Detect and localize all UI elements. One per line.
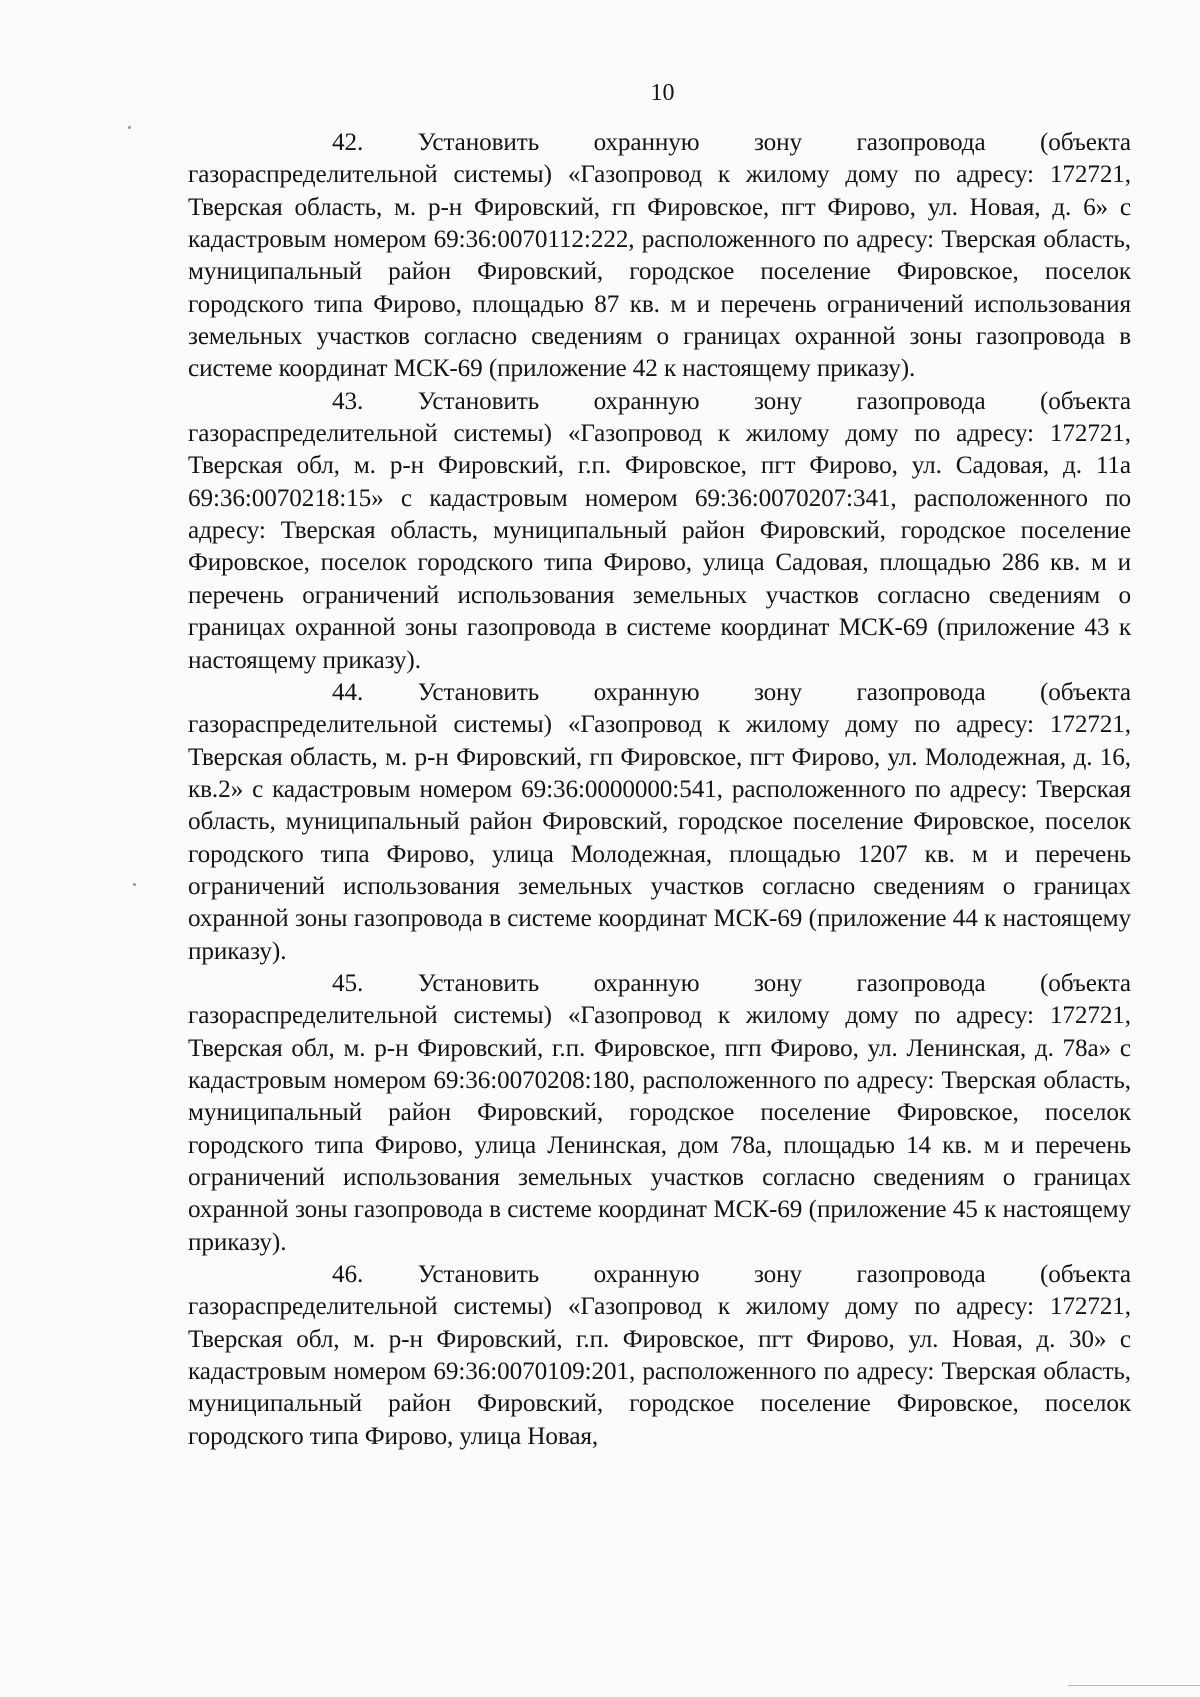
numbered-paragraph: [188, 677, 1131, 968]
paragraph-text: Установить охранную зону газопровода (объекта газораспределительной системы) «Газопровод к жилому дому по адресу: 172721, Тверская обл, м. р-н Фировский, г.п. Фировское, пгп Фирово, ул. Ленинская, д. 78а» с кадастровым номером 69:36:0070208:180, расположенного по адресу: Тверская область, муниципальный район Фировский, городское поселение Фировское, поселок городского типа Фирово, улица Ленинская, дом 78а, площадью 14 кв. м и перечень ограничений использования земельных участков согласно сведениям о границах охранной зоны газопровода в системе координат МСК-69 (приложение 45 к настоящему приказу).: [188, 969, 1131, 1256]
paragraph-text: Установить охранную зону газопровода (объекта газораспределительной системы) «Газопровод к жилому дому по адресу: 172721, Тверская область, м. р-н Фировский, гп Фировское, пгт Фирово, ул. Молодежная, д. 16, кв.2» с кадастровым номером 69:36:0000000:541, расположенного по адресу: Тверская область, муниципальный район Фировский, городское поселение Фировское, поселок городского типа Фирово, улица Молодежная, площадью 1207 кв. м и перечень ограничений использования земельных участков согласно сведениям о границах охранной зоны газопровода в системе координат МСК-69 (приложение 44 к настоящему приказу).: [188, 678, 1131, 965]
paragraph-number: 46.: [332, 1261, 364, 1289]
numbered-paragraph: [188, 386, 1131, 677]
numbered-paragraph: [188, 127, 1131, 386]
paragraph-number: 42.: [332, 129, 364, 156]
paragraph-text: Установить охранную зону газопровода (объекта газораспределительной системы) «Газопровод к жилому дому по адресу: 172721, Тверская обл, м. р-н Фировский, г.п. Фировское, пгт Фирово, ул. Садовая, д. 11а 69:36:0070218:15» с кадастровым номером 69:36:0070207:341, расположенного по адресу: Тверская область, муниципальный район Фировский, городское поселение Фировское, поселок городского типа Фирово, улица Садовая, площадью 286 кв. м и перечень ограничений использования земельных участков согласно сведениям о границах охранной зоны газопровода в системе координат МСК-69 (приложение 43 к настоящему приказу).: [188, 387, 1131, 674]
paragraph-text: Установить охранную зону газопровода (объекта газораспределительной системы) «Газопровод к жилому дому по адресу: 172721, Тверская обл, м. р-н Фировский, г.п. Фировское, пгт Фирово, ул. Новая, д. 30» с кадастровым номером 69:36:0070109:201, расположенного по адресу: Тверская область, муниципальный район Фировский, городское поселение Фировское, поселок городского типа Фирово, улица Новая,: [188, 1261, 1131, 1450]
paragraph-text: Установить охранную зону газопровода (объекта газораспределительной системы) «Газопровод к жилому дому по адресу: 172721, Тверская область, м. р-н Фировский, гп Фировское, пгт Фирово, ул. Новая, д. 6» с кадастровым номером 69:36:0070112:222, расположенного по адресу: Тверская область, муниципальный район Фировский, городское поселение Фировское, поселок городского типа Фирово, площадью 87 кв. м и перечень ограничений использования земельных участков согласно сведениям о границах охранной зоны газопровода в системе координат МСК-69 (приложение 42 к настоящему приказу).: [188, 129, 1131, 383]
scan-speck: [128, 126, 131, 129]
page-number: 10: [650, 80, 675, 106]
scan-edge-line: [1068, 1685, 1200, 1686]
scan-speck: [133, 883, 136, 886]
paragraph-number: 45.: [332, 969, 364, 997]
numbered-paragraph: [188, 968, 1131, 1259]
paragraph-number: 43.: [332, 387, 364, 415]
document-body: [188, 127, 1131, 1453]
paragraph-number: 44.: [332, 678, 364, 706]
numbered-paragraph: [188, 1259, 1131, 1453]
